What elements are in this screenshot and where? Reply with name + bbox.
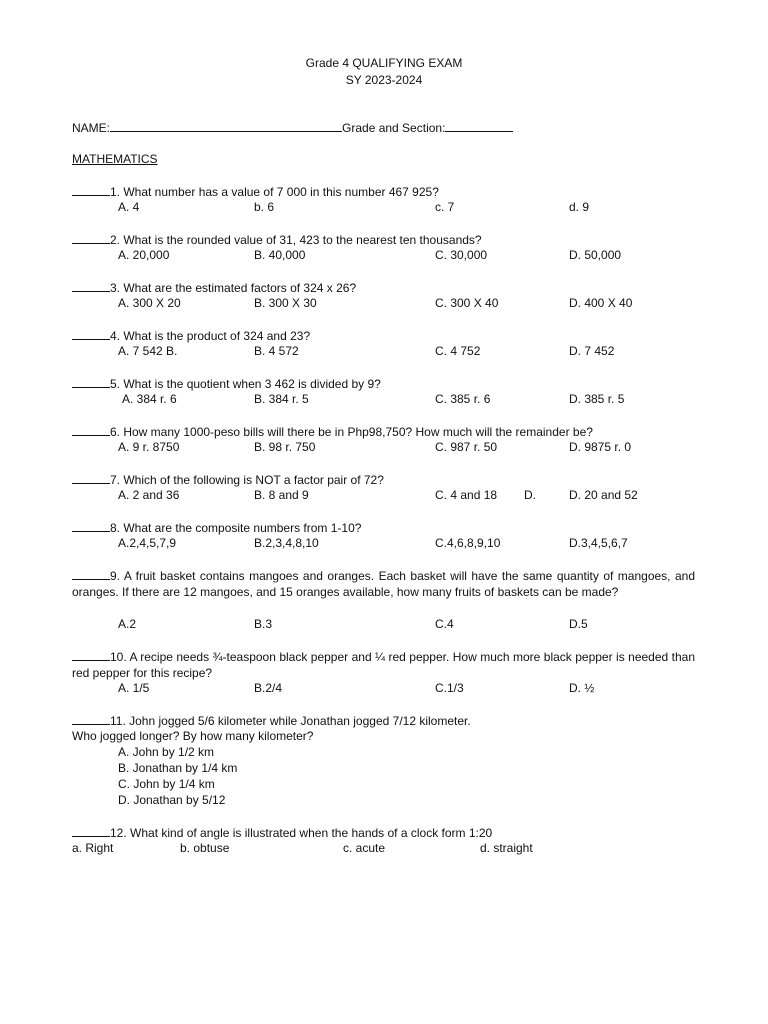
option-a: A. 1/5 — [118, 681, 150, 695]
question-2 — [72, 232, 482, 247]
option-d: D. 385 r. 5 — [569, 392, 625, 406]
grade-section-label: Grade and Section: — [342, 121, 446, 135]
answer-blank[interactable] — [72, 184, 110, 196]
option-c: C. 4 and 18 — [435, 488, 498, 502]
question-7 — [72, 472, 384, 487]
answer-blank[interactable] — [72, 280, 110, 292]
option-c: c. 7 — [435, 200, 455, 214]
option-d: d. 9 — [569, 200, 590, 214]
answer-blank[interactable] — [72, 713, 110, 725]
question-text: 5. What is the quotient when 3 462 is divided by 9? — [110, 377, 381, 391]
option-a: A.2,4,5,7,9 — [118, 536, 177, 550]
option-b: B. Jonathan by 1/4 km — [118, 761, 238, 775]
option-a: A. 384 r. 6 — [122, 392, 177, 406]
option-b: B. 4 572 — [254, 344, 299, 358]
question-4 — [72, 328, 310, 343]
answer-blank[interactable] — [72, 424, 110, 436]
question-text: 1. What number has a value of 7 000 in this number 467 925? — [110, 185, 439, 199]
question-text: 11. John jogged 5/6 kilometer while Jonathan jogged 7/12 kilometer. — [110, 714, 471, 728]
question-12 — [72, 825, 492, 840]
option-b: B.2,3,4,8,10 — [254, 536, 319, 550]
option-a: A.2 — [118, 617, 137, 631]
answer-blank[interactable] — [72, 649, 110, 661]
option-a: A. 4 — [118, 200, 140, 214]
option-c: c. acute — [343, 841, 386, 855]
option-b: b. obtuse — [180, 841, 230, 855]
option-a: A. John by 1/2 km — [118, 745, 215, 759]
option-b: B.2/4 — [254, 681, 283, 695]
option-d: D. 20 and 52 — [569, 488, 638, 502]
option-b: B. 98 r. 750 — [254, 440, 316, 454]
option-c: C.1/3 — [435, 681, 464, 695]
exam-title: Grade 4 QUALIFYING EXAM — [305, 56, 463, 70]
answer-blank[interactable] — [72, 376, 110, 388]
answer-blank[interactable] — [72, 825, 110, 837]
question-text: 10. A recipe needs ¾-teaspoon black pepper and ¼ red pepper. How much more black pepper is needed than red pepper for this recipe? — [72, 650, 695, 680]
option-d: D. 50,000 — [569, 248, 622, 262]
option-b: B. 40,000 — [254, 248, 306, 262]
question-text: 4. What is the product of 324 and 23? — [110, 329, 311, 343]
answer-blank[interactable] — [72, 568, 110, 580]
option-c: C. 987 r. 50 — [435, 440, 498, 454]
option-b: B. 384 r. 5 — [254, 392, 309, 406]
option-b: B.3 — [254, 617, 273, 631]
name-label: NAME: — [72, 121, 111, 135]
answer-blank[interactable] — [72, 232, 110, 244]
option-a: A. 9 r. 8750 — [118, 440, 180, 454]
question-1 — [72, 184, 439, 199]
option-d: D. ½ — [569, 681, 595, 695]
question-5 — [72, 376, 381, 391]
option-a: A. 7 542 B. — [118, 344, 178, 358]
section-title: MATHEMATICS — [72, 152, 158, 166]
question-9 — [72, 568, 695, 600]
student-info-row — [72, 120, 513, 135]
question-text: 2. What is the rounded value of 31, 423 to the nearest ten thousands? — [110, 233, 482, 247]
answer-blank[interactable] — [72, 472, 110, 484]
question-text: 7. Which of the following is NOT a factor pair of 72? — [110, 473, 384, 487]
option-b: B. 300 X 30 — [254, 296, 317, 310]
question-11-line2: Who jogged longer? By how many kilometer? — [72, 729, 314, 743]
option-a: A. 20,000 — [118, 248, 170, 262]
grade-section-blank[interactable] — [445, 120, 513, 132]
option-a: A. 300 X 20 — [118, 296, 181, 310]
answer-blank[interactable] — [72, 328, 110, 340]
option-a: a. Right — [72, 841, 114, 855]
option-c: C. 385 r. 6 — [435, 392, 491, 406]
option-b: B. 8 and 9 — [254, 488, 309, 502]
option-d: D. 400 X 40 — [569, 296, 633, 310]
option-d: D. Jonathan by 5/12 — [118, 793, 226, 807]
question-6 — [72, 424, 593, 439]
answer-blank[interactable] — [72, 520, 110, 532]
school-year: SY 2023-2024 — [345, 73, 423, 87]
question-text: 8. What are the composite numbers from 1-10? — [110, 521, 362, 535]
option-c: C. 30,000 — [435, 248, 488, 262]
option-c: C.4,6,8,9,10 — [435, 536, 501, 550]
question-text: 3. What are the estimated factors of 324 x 26? — [110, 281, 357, 295]
option-a: A. 2 and 36 — [118, 488, 180, 502]
option-d-stray: D. — [524, 488, 536, 502]
option-d: D. 9875 r. 0 — [569, 440, 632, 454]
option-c: C. 300 X 40 — [435, 296, 499, 310]
option-d: D. 7 452 — [569, 344, 615, 358]
option-b: b. 6 — [254, 200, 275, 214]
question-8 — [72, 520, 361, 535]
question-text: 6. How many 1000-peso bills will there be in Php98,750? How much will the remainder be? — [110, 425, 593, 439]
option-c: C.4 — [435, 617, 454, 631]
option-d: d. straight — [480, 841, 533, 855]
question-10 — [72, 649, 695, 681]
question-3 — [72, 280, 356, 295]
question-text: 9. A fruit basket contains mangoes and oranges. Each basket will have the same quantity of mangoes, and oranges. If there are 12 mangoes, and 15 oranges available, how many fruits of baskets can be made? — [72, 569, 695, 599]
question-11 — [72, 713, 471, 728]
option-c: C. John by 1/4 km — [118, 777, 215, 791]
option-d: D.5 — [569, 617, 588, 631]
option-d: D.3,4,5,6,7 — [569, 536, 628, 550]
name-blank[interactable] — [110, 120, 342, 132]
question-text: 12. What kind of angle is illustrated when the hands of a clock form 1:20 — [110, 826, 493, 840]
option-c: C. 4 752 — [435, 344, 481, 358]
